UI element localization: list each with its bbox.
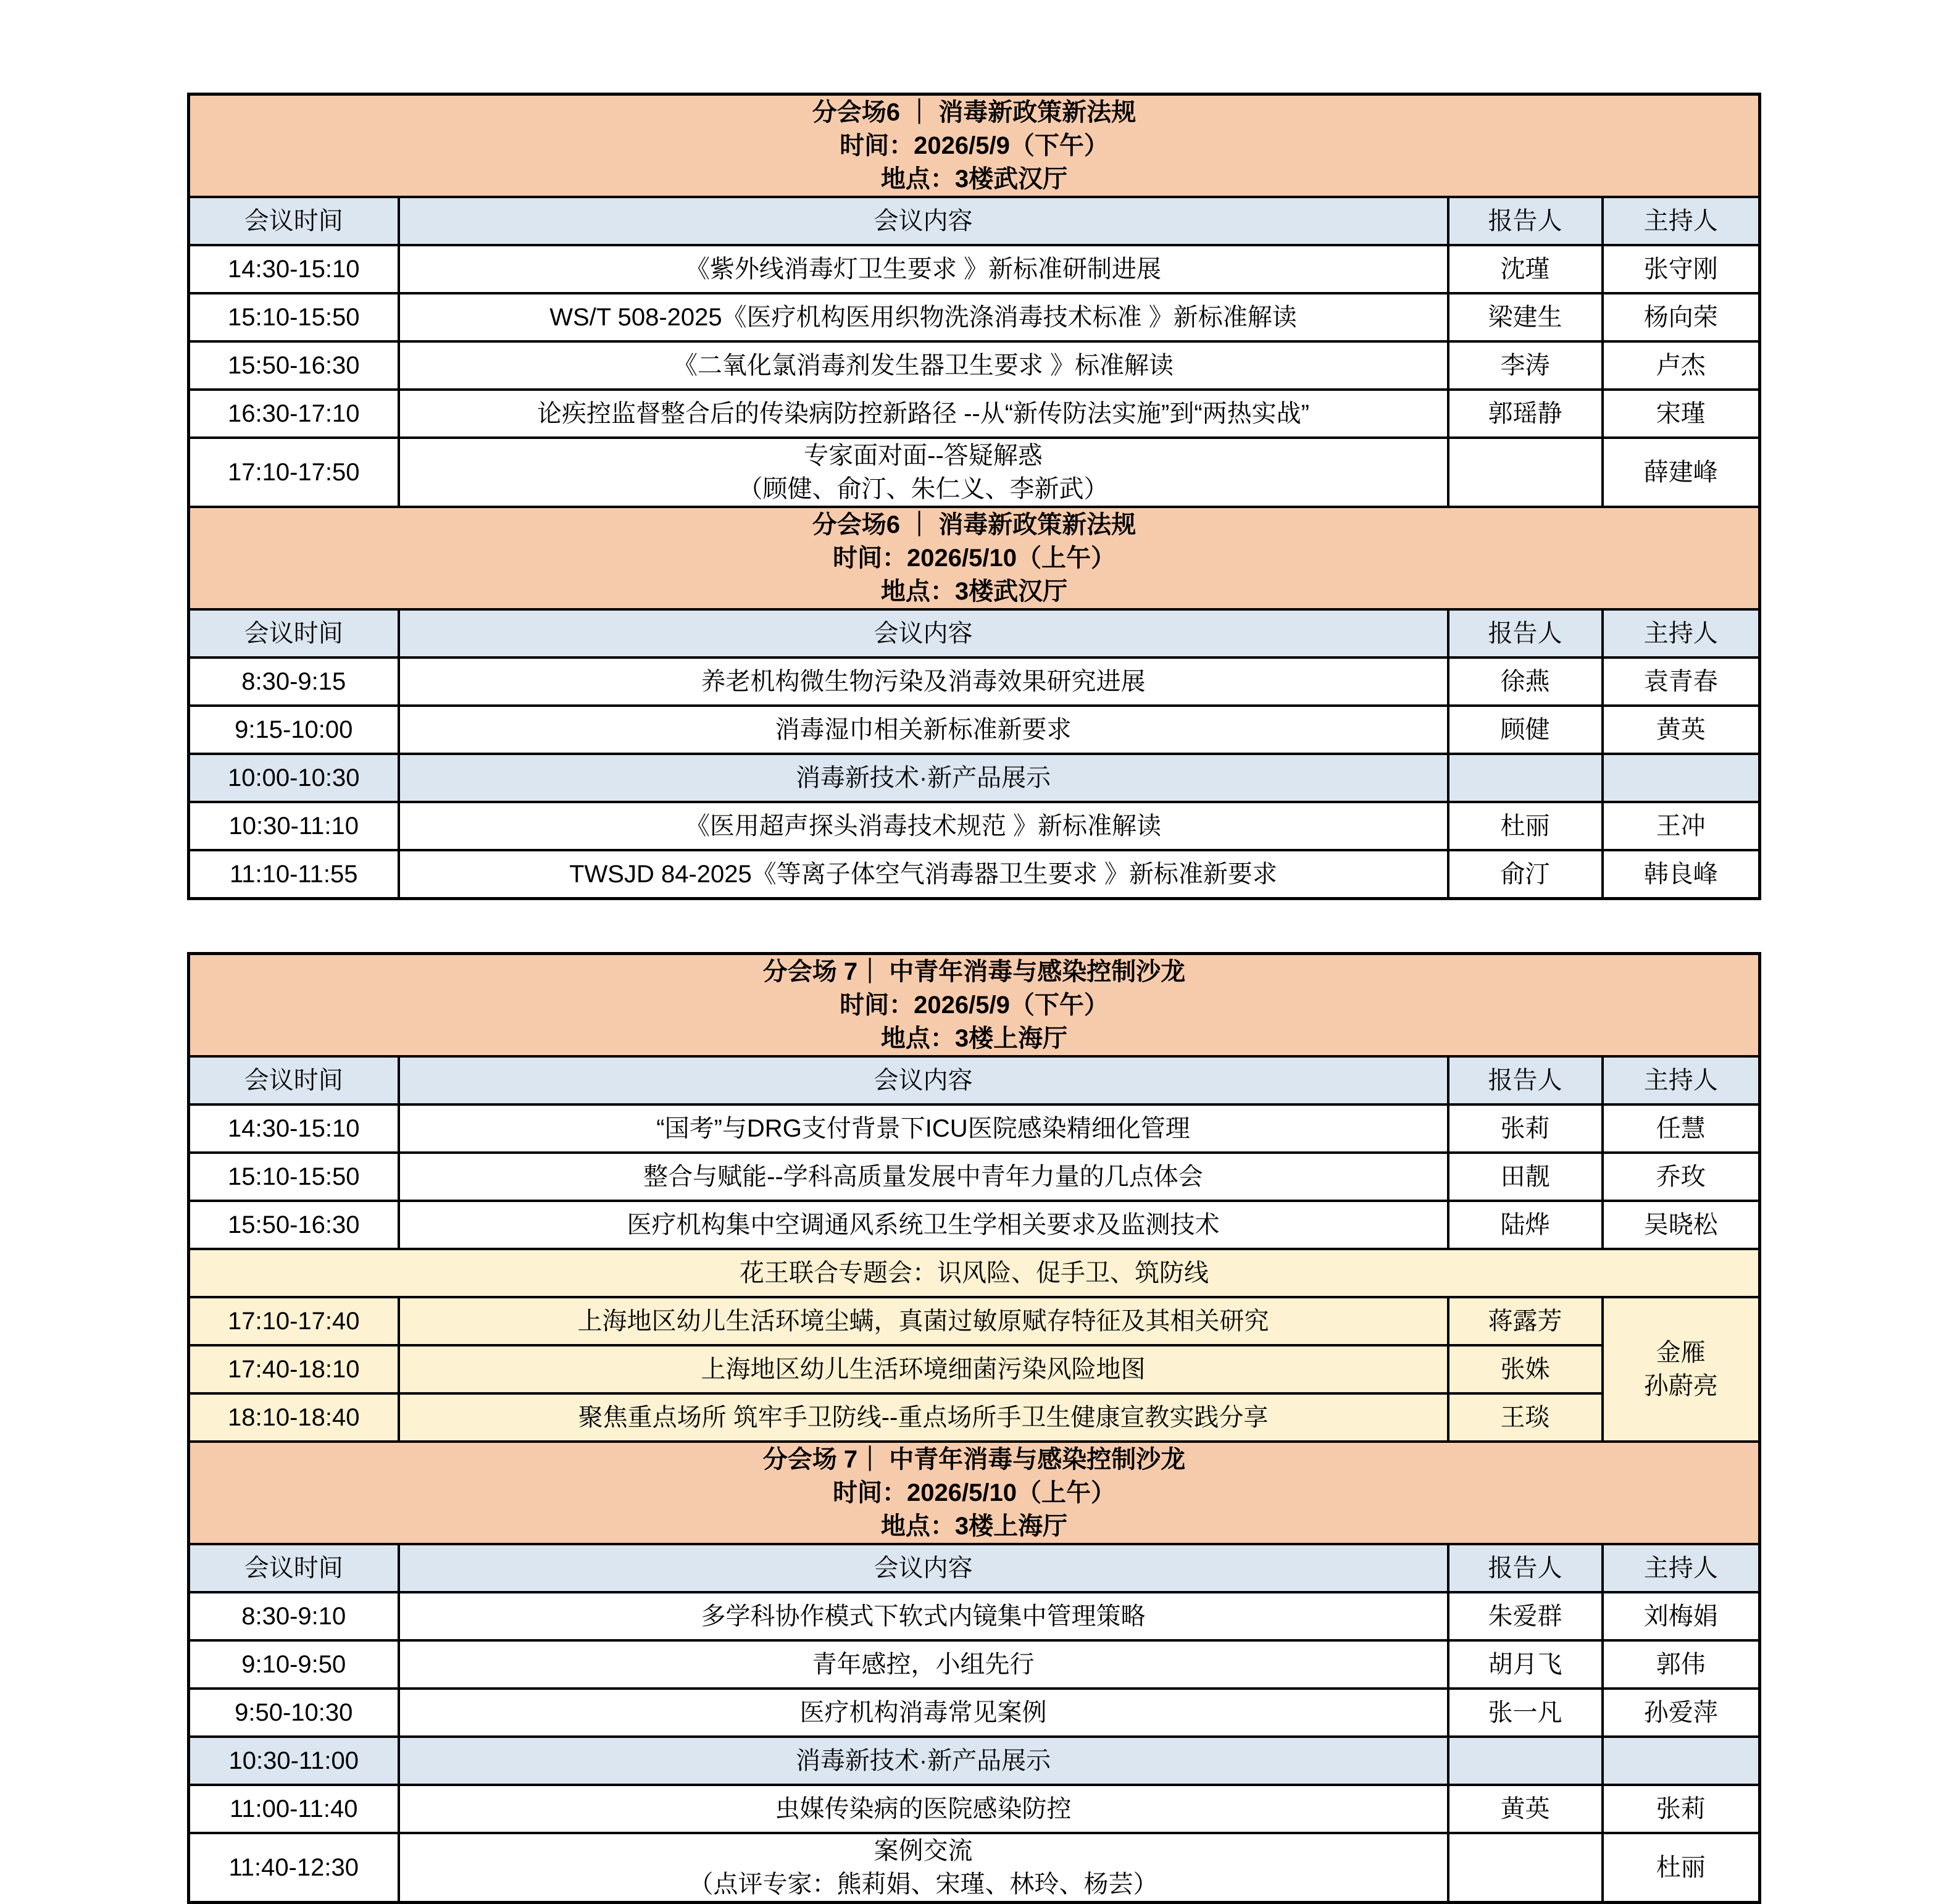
cell-time: 8:30-9:10 <box>189 1592 399 1640</box>
group-host-line2: 孙蔚亮 <box>1643 1372 1718 1400</box>
table-row <box>189 341 1760 390</box>
cell-time: 17:10-17:50 <box>189 438 399 507</box>
table-row <box>189 1737 1760 1785</box>
column-header-speaker: 报告人 <box>1448 1544 1603 1592</box>
cell-speaker <box>1448 1833 1603 1903</box>
cell-topic: 青年感控，小组先行 <box>399 1640 1448 1689</box>
cell-time: 15:50-16:30 <box>189 341 399 390</box>
cell-host: 杨向荣 <box>1603 293 1760 341</box>
cell-topic-line2: （点评专家：熊莉娟、宋瑾、林玲、杨芸） <box>688 1870 1158 1898</box>
cell-topic: 多学科协作模式下软式内镜集中管理策略 <box>399 1592 1448 1640</box>
table-separator <box>187 900 1960 952</box>
table-row <box>189 706 1760 754</box>
table-row <box>189 850 1760 898</box>
table-row <box>189 293 1760 341</box>
cell-topic: 虫媒传染病的医院感染防控 <box>399 1785 1448 1833</box>
session-header-row <box>189 94 1760 198</box>
session-header-2 <box>189 953 1760 1056</box>
cell-speaker <box>1448 438 1603 507</box>
cell-host: 孙爱萍 <box>1603 1689 1760 1737</box>
cell-host: 卢杰 <box>1603 341 1760 390</box>
cell-time: 15:10-15:50 <box>189 1153 399 1201</box>
cell-speaker: 张一凡 <box>1448 1689 1603 1737</box>
cell-topic <box>399 1833 1448 1903</box>
column-header-row <box>189 1056 1760 1104</box>
session-time: 时间：2026/5/10（上午） <box>833 1479 1116 1506</box>
cell-time: 14:30-15:10 <box>189 1104 399 1153</box>
session-venue: 地点：3楼上海厅 <box>880 1512 1068 1540</box>
cell-time: 17:10-17:40 <box>189 1297 399 1345</box>
column-header-host: 主持人 <box>1603 1056 1760 1104</box>
column-header-host: 主持人 <box>1603 1544 1760 1592</box>
column-header-time: 会议时间 <box>189 197 399 245</box>
table-row <box>189 1201 1760 1249</box>
group-host-line1: 金雁 <box>1656 1338 1706 1366</box>
cell-speaker: 黄英 <box>1448 1785 1603 1833</box>
table-row <box>189 1592 1760 1640</box>
table-row <box>189 438 1760 507</box>
table-row <box>189 1785 1760 1833</box>
cell-host: 袁青春 <box>1603 658 1760 706</box>
cell-speaker <box>1448 754 1603 802</box>
cell-speaker: 胡月飞 <box>1448 1640 1603 1689</box>
cell-topic: 医疗机构集中空调通风系统卫生学相关要求及监测技术 <box>399 1201 1448 1249</box>
cell-time: 16:30-17:10 <box>189 390 399 438</box>
table-row <box>189 1104 1760 1153</box>
cell-topic: 论疾控监督整合后的传染病防控新路径 --从“新传防法实施”到“两热实战” <box>399 390 1448 438</box>
cell-topic-line2: （顾健、俞汀、朱仁义、李新武） <box>738 475 1109 503</box>
table-row <box>189 245 1760 293</box>
session-header-row <box>189 953 1760 1056</box>
cell-time: 9:50-10:30 <box>189 1689 399 1737</box>
schedule-table-1 <box>187 93 1761 900</box>
session-title: 分会场 7｜ 中青年消毒与感染控制沙龙 <box>762 1445 1186 1473</box>
cell-topic: 养老机构微生物污染及消毒效果研究进展 <box>399 658 1448 706</box>
column-header-row <box>189 609 1760 658</box>
column-header-host: 主持人 <box>1603 609 1760 658</box>
cell-speaker: 徐燕 <box>1448 658 1603 706</box>
cell-time: 10:30-11:00 <box>189 1737 399 1785</box>
cell-time: 10:30-11:10 <box>189 802 399 850</box>
cell-time: 9:15-10:00 <box>189 706 399 754</box>
session-header-3 <box>189 1442 1760 1544</box>
cell-topic: 消毒新技术·新产品展示 <box>399 754 1448 802</box>
cell-topic: 上海地区幼儿生活环境尘螨，真菌过敏原赋存特征及其相关研究 <box>399 1297 1448 1345</box>
cell-topic: 《医用超声探头消毒技术规范 》新标准解读 <box>399 802 1448 850</box>
cell-topic: 上海地区幼儿生活环境细菌污染风险地图 <box>399 1345 1448 1393</box>
cell-speaker: 田靓 <box>1448 1153 1603 1201</box>
cell-host: 王冲 <box>1603 802 1760 850</box>
column-header-speaker: 报告人 <box>1448 609 1603 658</box>
session-venue: 地点：3楼武汉厅 <box>880 165 1068 193</box>
cell-topic: “国考”与DRG支付背景下ICU医院感染精细化管理 <box>399 1104 1448 1153</box>
session-venue: 地点：3楼上海厅 <box>880 1024 1068 1052</box>
column-header-topic: 会议内容 <box>399 609 1448 658</box>
table-row <box>189 1153 1760 1201</box>
session-header-1 <box>189 507 1760 609</box>
cell-topic: 《紫外线消毒灯卫生要求 》新标准研制进展 <box>399 245 1448 293</box>
column-header-topic: 会议内容 <box>399 1056 1448 1104</box>
cell-host: 张莉 <box>1603 1785 1760 1833</box>
cell-speaker <box>1448 1737 1603 1785</box>
column-header-speaker: 报告人 <box>1448 1056 1603 1104</box>
table-row <box>189 390 1760 438</box>
cell-time: 14:30-15:10 <box>189 245 399 293</box>
session-title: 分会场6 ｜ 消毒新政策新法规 <box>812 511 1136 538</box>
cell-topic-line1: 专家面对面--答疑解惑 <box>804 442 1043 469</box>
cell-speaker: 朱爱群 <box>1448 1592 1603 1640</box>
session-venue: 地点：3楼武汉厅 <box>880 578 1068 605</box>
cell-speaker: 杜丽 <box>1448 802 1603 850</box>
cell-speaker: 郭瑶静 <box>1448 390 1603 438</box>
session-time: 时间：2026/5/9（下午） <box>840 132 1109 159</box>
cell-time: 11:00-11:40 <box>189 1785 399 1833</box>
cell-time: 18:10-18:40 <box>189 1393 399 1442</box>
cell-host: 张守刚 <box>1603 245 1760 293</box>
cell-host: 吴晓松 <box>1603 1201 1760 1249</box>
cell-speaker: 梁建生 <box>1448 293 1603 341</box>
cell-speaker: 李涛 <box>1448 341 1603 390</box>
cell-time: 17:40-18:10 <box>189 1345 399 1393</box>
cell-host: 任慧 <box>1603 1104 1760 1153</box>
cell-host <box>1603 754 1760 802</box>
cell-time: 15:50-16:30 <box>189 1201 399 1249</box>
column-header-host: 主持人 <box>1603 197 1760 245</box>
cell-host: 宋瑾 <box>1603 390 1760 438</box>
cell-speaker: 蒋露芳 <box>1448 1297 1603 1345</box>
table-row <box>189 1345 1760 1393</box>
cell-topic: 整合与赋能--学科高质量发展中青年力量的几点体会 <box>399 1153 1448 1201</box>
cell-host: 杜丽 <box>1603 1833 1760 1903</box>
cell-time: 9:10-9:50 <box>189 1640 399 1689</box>
cell-speaker: 顾健 <box>1448 706 1603 754</box>
session-title: 分会场6 ｜ 消毒新政策新法规 <box>812 99 1136 126</box>
table-row <box>189 1297 1760 1345</box>
cell-speaker: 陆烨 <box>1448 1201 1603 1249</box>
column-header-row <box>189 1544 1760 1592</box>
cell-host: 刘梅娟 <box>1603 1592 1760 1640</box>
sponsor-banner: 花王联合专题会：识风险、促手卫、筑防线 <box>189 1249 1760 1297</box>
column-header-row <box>189 197 1760 245</box>
table-row <box>189 754 1760 802</box>
column-header-topic: 会议内容 <box>399 1544 1448 1592</box>
table-row <box>189 1689 1760 1737</box>
table-row <box>189 802 1760 850</box>
column-header-topic: 会议内容 <box>399 197 1448 245</box>
cell-time: 10:00-10:30 <box>189 754 399 802</box>
cell-topic: 消毒新技术·新产品展示 <box>399 1737 1448 1785</box>
cell-speaker: 俞汀 <box>1448 850 1603 898</box>
column-header-time: 会议时间 <box>189 1544 399 1592</box>
sponsor-banner-row <box>189 1249 1760 1297</box>
cell-host <box>1603 1737 1760 1785</box>
cell-topic: 消毒湿巾相关新标准新要求 <box>399 706 1448 754</box>
cell-speaker: 张姝 <box>1448 1345 1603 1393</box>
session-header-row <box>189 507 1760 609</box>
column-header-time: 会议时间 <box>189 609 399 658</box>
session-time: 时间：2026/5/10（上午） <box>833 545 1116 572</box>
session-header-0 <box>189 94 1760 198</box>
cell-time: 8:30-9:15 <box>189 658 399 706</box>
table-row <box>189 658 1760 706</box>
schedule-table-2 <box>187 952 1761 1904</box>
cell-topic: 聚焦重点场所 筑牢手卫防线--重点场所手卫生健康宣教实践分享 <box>399 1393 1448 1442</box>
cell-topic <box>399 438 1448 507</box>
cell-time: 15:10-15:50 <box>189 293 399 341</box>
column-header-time: 会议时间 <box>189 1056 399 1104</box>
cell-topic: WS/T 508-2025《医疗机构医用织物洗涤消毒技术标准 》新标准解读 <box>399 293 1448 341</box>
cell-host: 乔玫 <box>1603 1153 1760 1201</box>
cell-topic-line1: 案例交流 <box>874 1837 973 1864</box>
cell-topic: TWSJD 84-2025《等离子体空气消毒器卫生要求 》新标准新要求 <box>399 850 1448 898</box>
session-title: 分会场 7｜ 中青年消毒与感染控制沙龙 <box>762 958 1186 985</box>
cell-host-group <box>1603 1297 1760 1442</box>
cell-time: 11:10-11:55 <box>189 850 399 898</box>
table-row <box>189 1640 1760 1689</box>
cell-host: 薛建峰 <box>1603 438 1760 507</box>
session-time: 时间：2026/5/9（下午） <box>840 991 1109 1019</box>
cell-topic: 《二氧化氯消毒剂发生器卫生要求 》标准解读 <box>399 341 1448 390</box>
cell-speaker: 沈瑾 <box>1448 245 1603 293</box>
cell-host: 韩良峰 <box>1603 850 1760 898</box>
column-header-speaker: 报告人 <box>1448 197 1603 245</box>
cell-speaker: 王琰 <box>1448 1393 1603 1442</box>
table-row <box>189 1833 1760 1903</box>
table-row <box>189 1393 1760 1442</box>
cell-host: 郭伟 <box>1603 1640 1760 1689</box>
cell-time: 11:40-12:30 <box>189 1833 399 1903</box>
cell-topic: 医疗机构消毒常见案例 <box>399 1689 1448 1737</box>
cell-speaker: 张莉 <box>1448 1104 1603 1153</box>
cell-host: 黄英 <box>1603 706 1760 754</box>
session-header-row <box>189 1442 1760 1544</box>
